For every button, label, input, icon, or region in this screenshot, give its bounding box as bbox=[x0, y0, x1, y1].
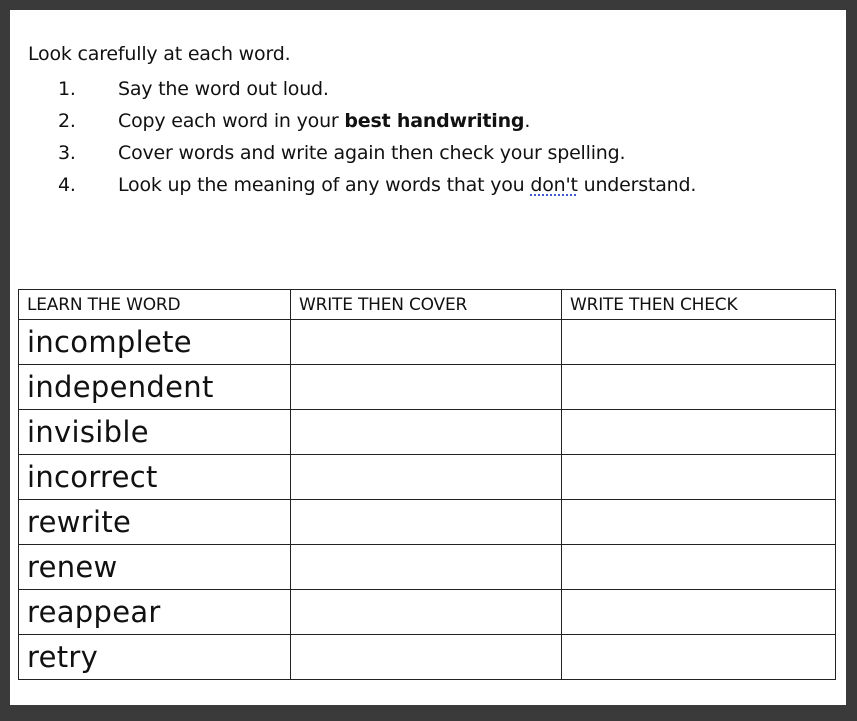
spelling-table bbox=[18, 289, 836, 680]
step-text-end: . bbox=[524, 110, 531, 132]
table-row bbox=[19, 590, 836, 635]
table-row bbox=[19, 635, 836, 680]
step-number: 1. bbox=[58, 78, 76, 100]
worksheet-page bbox=[10, 10, 846, 705]
step-text-bold: best handwriting bbox=[344, 110, 525, 132]
table-row bbox=[19, 545, 836, 590]
write-cover-cell[interactable] bbox=[291, 545, 562, 590]
table-row bbox=[19, 410, 836, 455]
spelling-word: invisible bbox=[19, 410, 291, 455]
step-text-end: understand. bbox=[577, 174, 697, 196]
write-cover-cell[interactable] bbox=[291, 635, 562, 680]
spellcheck-flagged-word[interactable]: don't bbox=[530, 174, 578, 196]
spelling-word: retry bbox=[19, 635, 291, 680]
instructions-intro: Look carefully at each word. bbox=[28, 43, 291, 65]
step-number: 2. bbox=[58, 110, 76, 132]
table-row bbox=[19, 365, 836, 410]
write-check-cell[interactable] bbox=[562, 365, 836, 410]
table-row bbox=[19, 320, 836, 365]
write-check-cell[interactable] bbox=[562, 410, 836, 455]
write-cover-cell[interactable] bbox=[291, 455, 562, 500]
step-number: 4. bbox=[58, 174, 76, 196]
step-text: Cover words and write again then check your spelling. bbox=[118, 142, 626, 164]
write-check-cell[interactable] bbox=[562, 320, 836, 365]
step-number: 3. bbox=[58, 142, 76, 164]
instruction-step bbox=[58, 73, 696, 105]
spelling-word: renew bbox=[19, 545, 291, 590]
column-header-write-cover: WRITE THEN COVER bbox=[291, 290, 562, 320]
instruction-steps bbox=[58, 73, 696, 201]
write-cover-cell[interactable] bbox=[291, 590, 562, 635]
column-header-learn: LEARN THE WORD bbox=[19, 290, 291, 320]
step-text-plain: Look up the meaning of any words that you bbox=[118, 174, 531, 196]
column-header-write-check: WRITE THEN CHECK bbox=[562, 290, 836, 320]
instruction-step bbox=[58, 137, 696, 169]
spelling-word: incomplete bbox=[19, 320, 291, 365]
write-cover-cell[interactable] bbox=[291, 410, 562, 455]
write-check-cell[interactable] bbox=[562, 455, 836, 500]
table-row bbox=[19, 500, 836, 545]
table-row bbox=[19, 455, 836, 500]
table-header-row bbox=[19, 290, 836, 320]
write-check-cell[interactable] bbox=[562, 590, 836, 635]
write-cover-cell[interactable] bbox=[291, 500, 562, 545]
step-text bbox=[118, 174, 696, 196]
instruction-step bbox=[58, 105, 696, 137]
spelling-word: incorrect bbox=[19, 455, 291, 500]
spelling-word: reappear bbox=[19, 590, 291, 635]
spelling-word: independent bbox=[19, 365, 291, 410]
write-check-cell[interactable] bbox=[562, 500, 836, 545]
spelling-word: rewrite bbox=[19, 500, 291, 545]
write-check-cell[interactable] bbox=[562, 635, 836, 680]
step-text: Say the word out loud. bbox=[118, 78, 329, 100]
write-cover-cell[interactable] bbox=[291, 365, 562, 410]
write-check-cell[interactable] bbox=[562, 545, 836, 590]
instruction-step bbox=[58, 169, 696, 201]
step-text bbox=[118, 110, 530, 132]
write-cover-cell[interactable] bbox=[291, 320, 562, 365]
step-text-plain: Copy each word in your bbox=[118, 110, 345, 132]
